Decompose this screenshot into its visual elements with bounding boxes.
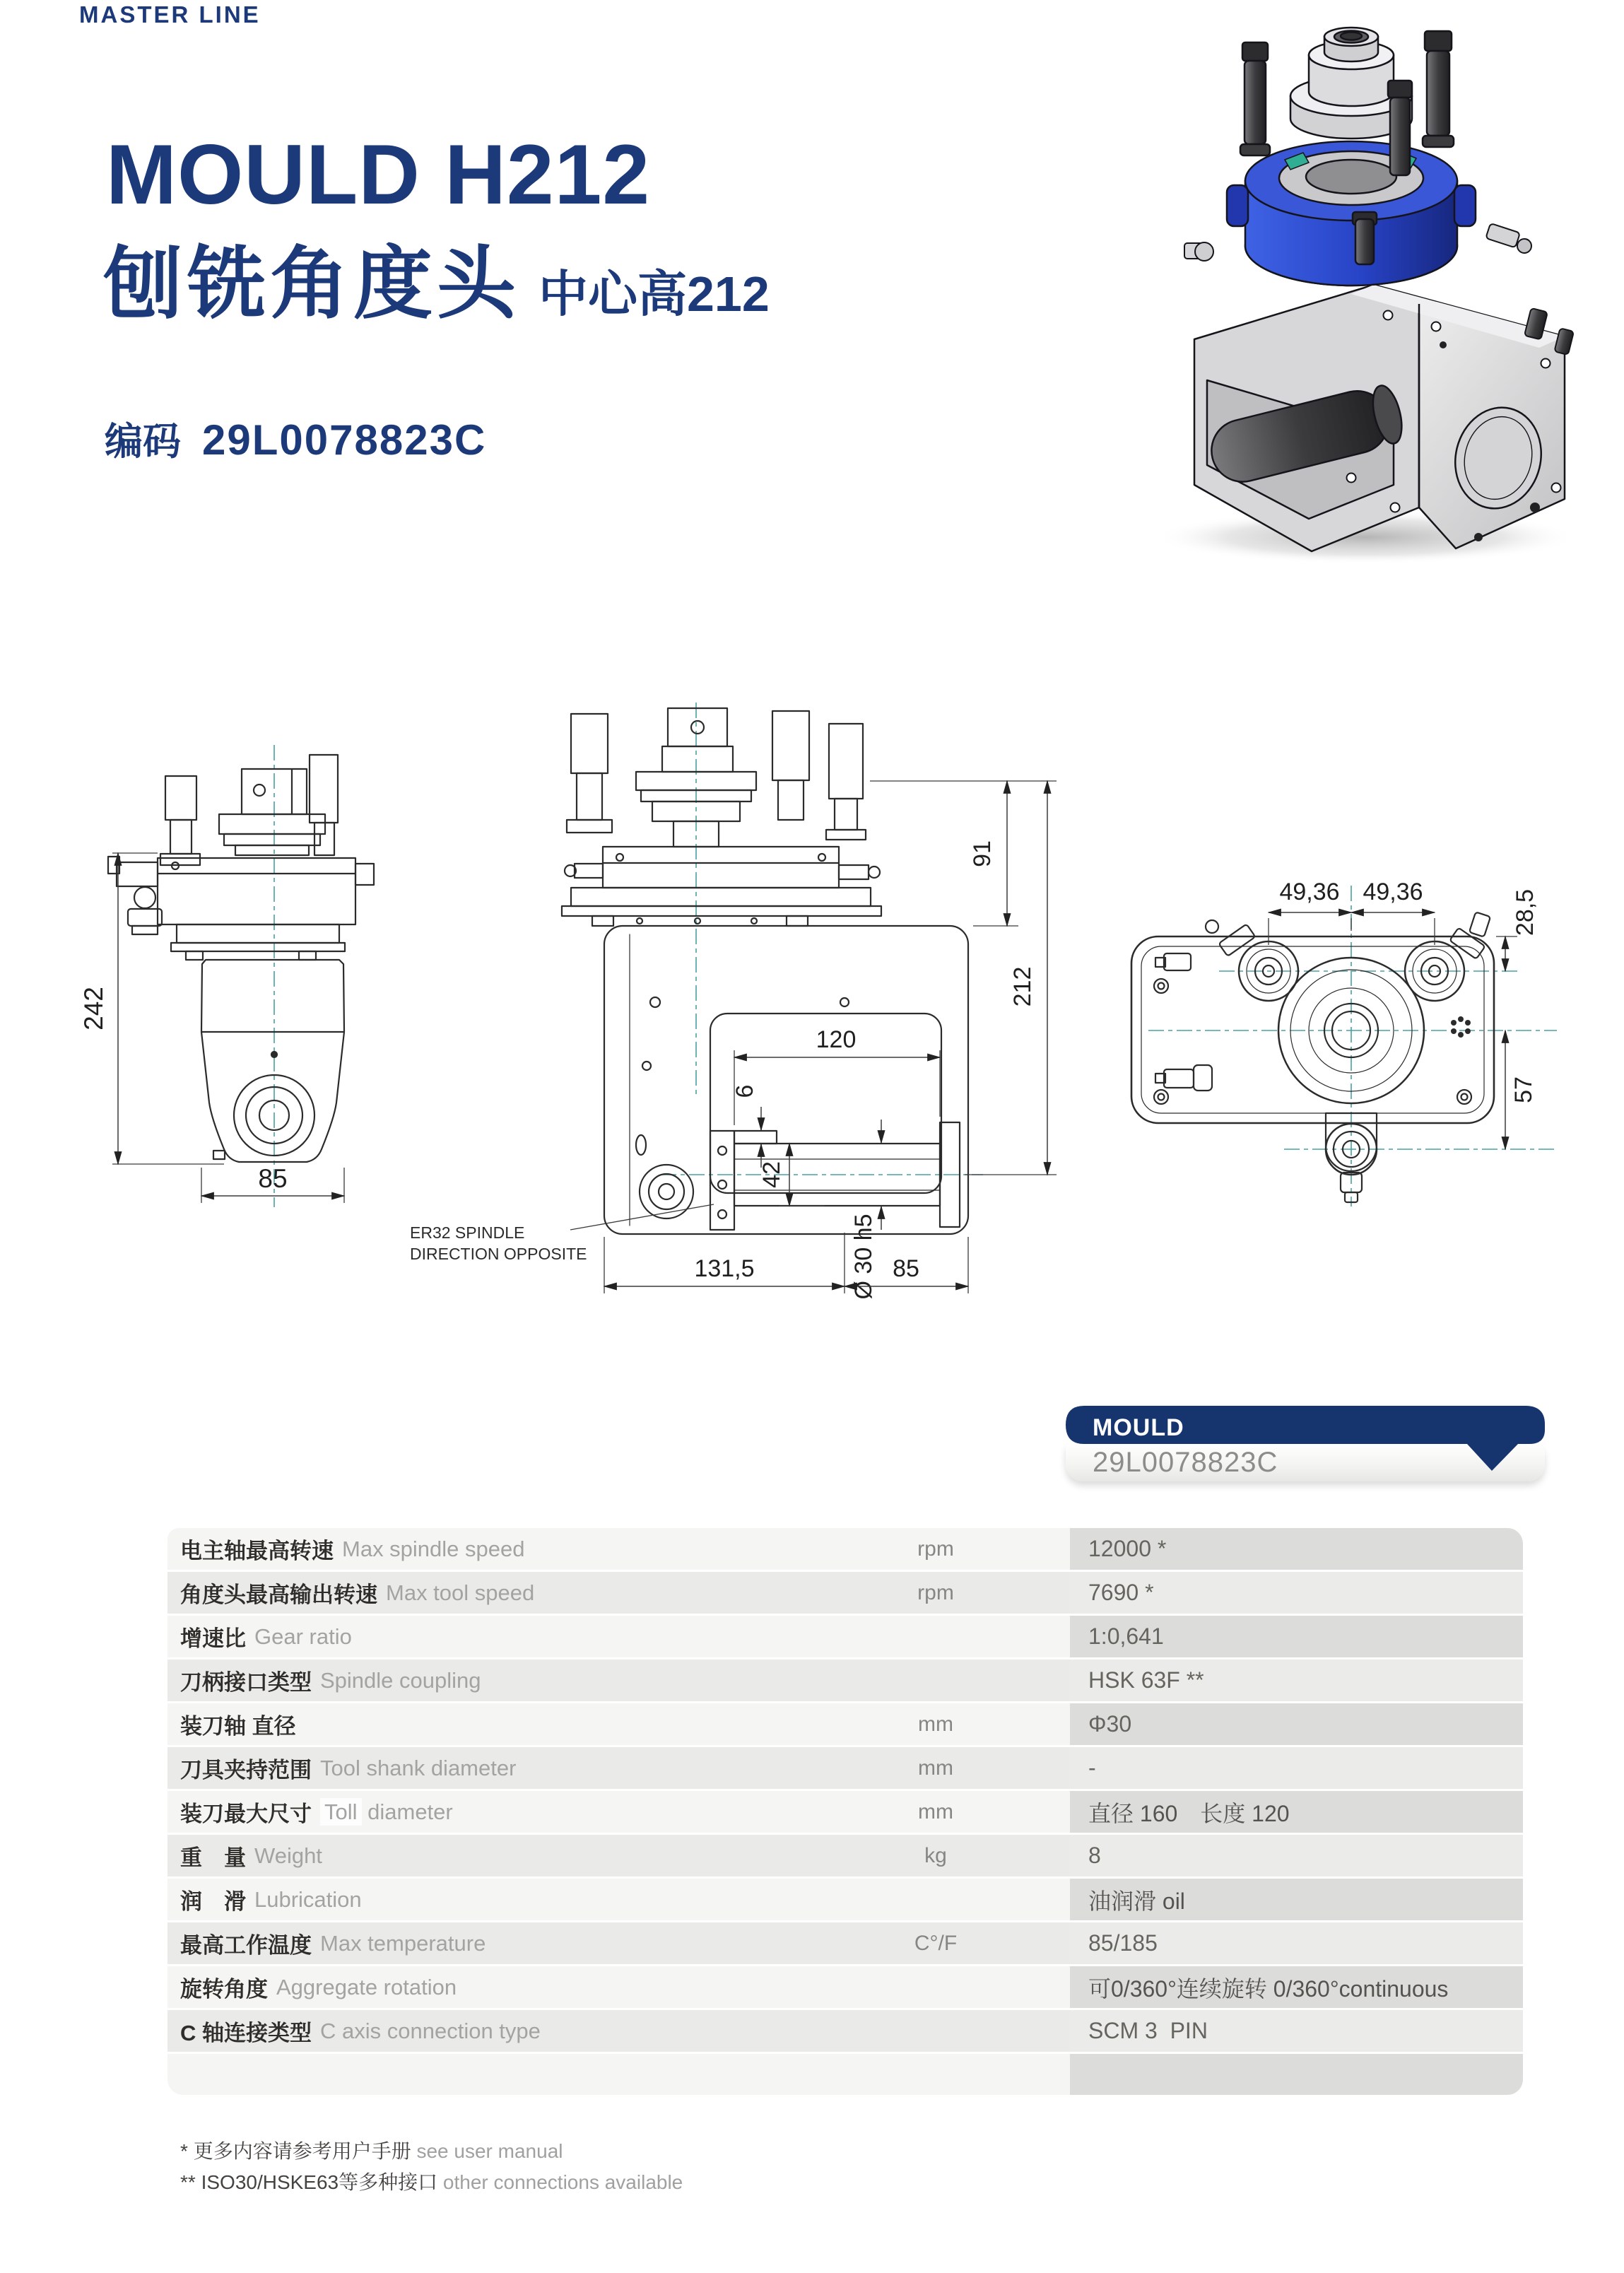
subtitle-chinese: 刨铣角度头 <box>103 240 520 328</box>
svg-text:49,36: 49,36 <box>1279 879 1340 905</box>
spec-card-header <box>1066 1406 1545 1484</box>
spec-row-gear-ratio: 增速比 Gear ratio 1:0,641 <box>167 1616 1523 1660</box>
unit: rpm <box>801 1572 1070 1614</box>
brand-logo-text: MASTER LINE <box>79 1 261 28</box>
svg-text:DIRECTION OPPOSITE: DIRECTION OPPOSITE <box>410 1245 587 1263</box>
page-title: MOULD H212 <box>106 127 651 222</box>
value: - <box>1070 1747 1523 1789</box>
unit <box>801 1966 1070 2008</box>
dim-rear-57 <box>1505 1030 1537 1149</box>
footnote-2: ** ISO30/HSKE63等多种接口 other connections available <box>180 2171 683 2193</box>
spec-row-max-tool-size: 装刀最大尺寸 Toll diameter mm 直径 160 长度 120 <box>167 1791 1523 1835</box>
unit: mm <box>801 1791 1070 1833</box>
footnotes <box>180 2136 683 2198</box>
value: 1:0,641 <box>1070 1616 1523 1657</box>
spec-row-empty <box>167 2054 1523 2095</box>
product-render <box>1139 13 1586 564</box>
svg-text:49,36: 49,36 <box>1363 879 1423 905</box>
dim-side-120 <box>734 1026 940 1125</box>
footnote-1: * 更多内容请参考用户手册 see user manual <box>180 2140 563 2162</box>
value: 85/185 <box>1070 1922 1523 1964</box>
subtitle-center-height: 中心高212 <box>539 266 770 322</box>
code-label: 编码 <box>105 421 181 463</box>
code-value: 29L0078823C <box>202 416 487 464</box>
unit: kg <box>801 1835 1070 1876</box>
dim-rear-28-5 <box>1496 889 1538 971</box>
unit <box>801 2010 1070 2052</box>
unit <box>801 1616 1070 1657</box>
spec-card-code: 29L0078823C <box>1093 1447 1278 1478</box>
svg-text:212: 212 <box>1009 966 1036 1007</box>
svg-text:91: 91 <box>969 840 996 867</box>
unit: mm <box>801 1703 1070 1745</box>
page-subtitle <box>103 221 770 334</box>
spec-row-max-spindle-speed: 电主轴最高转速 Max spindle speed rpm 12000 * <box>167 1528 1523 1572</box>
value: Φ30 <box>1070 1703 1523 1745</box>
svg-text:Ø 30 h5: Ø 30 h5 <box>850 1214 877 1300</box>
svg-text:57: 57 <box>1510 1076 1537 1103</box>
unit: rpm <box>801 1528 1070 1570</box>
dim-front-width <box>201 1164 344 1203</box>
drawing-front-view <box>74 735 385 1230</box>
spec-row-weight: 重 量 Weight kg 8 <box>167 1835 1523 1879</box>
value: 可0/360°连续旋转 0/360°continuous <box>1070 1966 1523 2008</box>
drawing-rear-view <box>1099 845 1608 1212</box>
svg-text:6: 6 <box>731 1084 758 1098</box>
spec-row-max-tool-speed: 角度头最高输出转速 Max tool speed rpm 7690 * <box>167 1572 1523 1616</box>
product-housing <box>1194 285 1565 551</box>
blue-collar <box>1227 141 1476 286</box>
spec-row-tool-shank-diameter: 刀具夹持范围 Tool shank diameter mm - <box>167 1747 1523 1791</box>
spec-row-arbor-diameter: 装刀轴 直径 mm Φ30 <box>167 1703 1523 1747</box>
spec-table <box>167 1528 1523 2095</box>
spec-card-title: MOULD <box>1093 1414 1184 1441</box>
dim-side-212 <box>965 781 1057 1175</box>
value: 8 <box>1070 1835 1523 1876</box>
value: 直径 160 长度 120 <box>1070 1791 1523 1833</box>
value: 油润滑 oil <box>1070 1879 1523 1920</box>
spec-row-aggregate-rotation: 旋转角度 Aggregate rotation 可0/360°连续旋转 0/360°continuous <box>167 1966 1523 2010</box>
unit <box>801 1660 1070 1701</box>
spec-row-spindle-coupling: 刀柄接口类型 Spindle coupling HSK 63F ** <box>167 1660 1523 1703</box>
spec-card-banner-shape <box>1066 1406 1545 1476</box>
svg-text:85: 85 <box>258 1164 288 1193</box>
orientation-mark <box>1451 1016 1471 1038</box>
drawing-side-view <box>392 698 1071 1306</box>
product-code-line <box>105 411 486 466</box>
svg-text:85: 85 <box>893 1255 919 1282</box>
unit: mm <box>801 1747 1070 1789</box>
unit <box>801 1879 1070 1920</box>
spec-row-c-axis-connection: C 轴连接类型 C axis connection type SCM 3 PIN <box>167 2010 1523 2054</box>
dim-side-6 <box>731 1085 761 1168</box>
svg-text:131,5: 131,5 <box>694 1255 755 1282</box>
svg-text:120: 120 <box>816 1026 857 1053</box>
value: 7690 * <box>1070 1572 1523 1614</box>
svg-text:ER32 SPINDLE: ER32 SPINDLE <box>410 1223 525 1242</box>
value: HSK 63F ** <box>1070 1660 1523 1701</box>
dim-side-shaft-diameter <box>850 1120 881 1299</box>
spec-row-max-temperature: 最高工作温度 Max temperature C°/F 85/185 <box>167 1922 1523 1966</box>
svg-text:28,5: 28,5 <box>1512 888 1538 936</box>
svg-text:242: 242 <box>79 987 108 1030</box>
value: SCM 3 PIN <box>1070 2010 1523 2052</box>
dim-side-91 <box>870 781 1057 926</box>
svg-text:42: 42 <box>758 1161 785 1188</box>
unit: C°/F <box>801 1922 1070 1964</box>
value: 12000 * <box>1070 1528 1523 1570</box>
spec-row-lubrication: 润 滑 Lubrication 油润滑 oil <box>167 1879 1523 1922</box>
dim-rear-49-36-right <box>1351 879 1435 912</box>
